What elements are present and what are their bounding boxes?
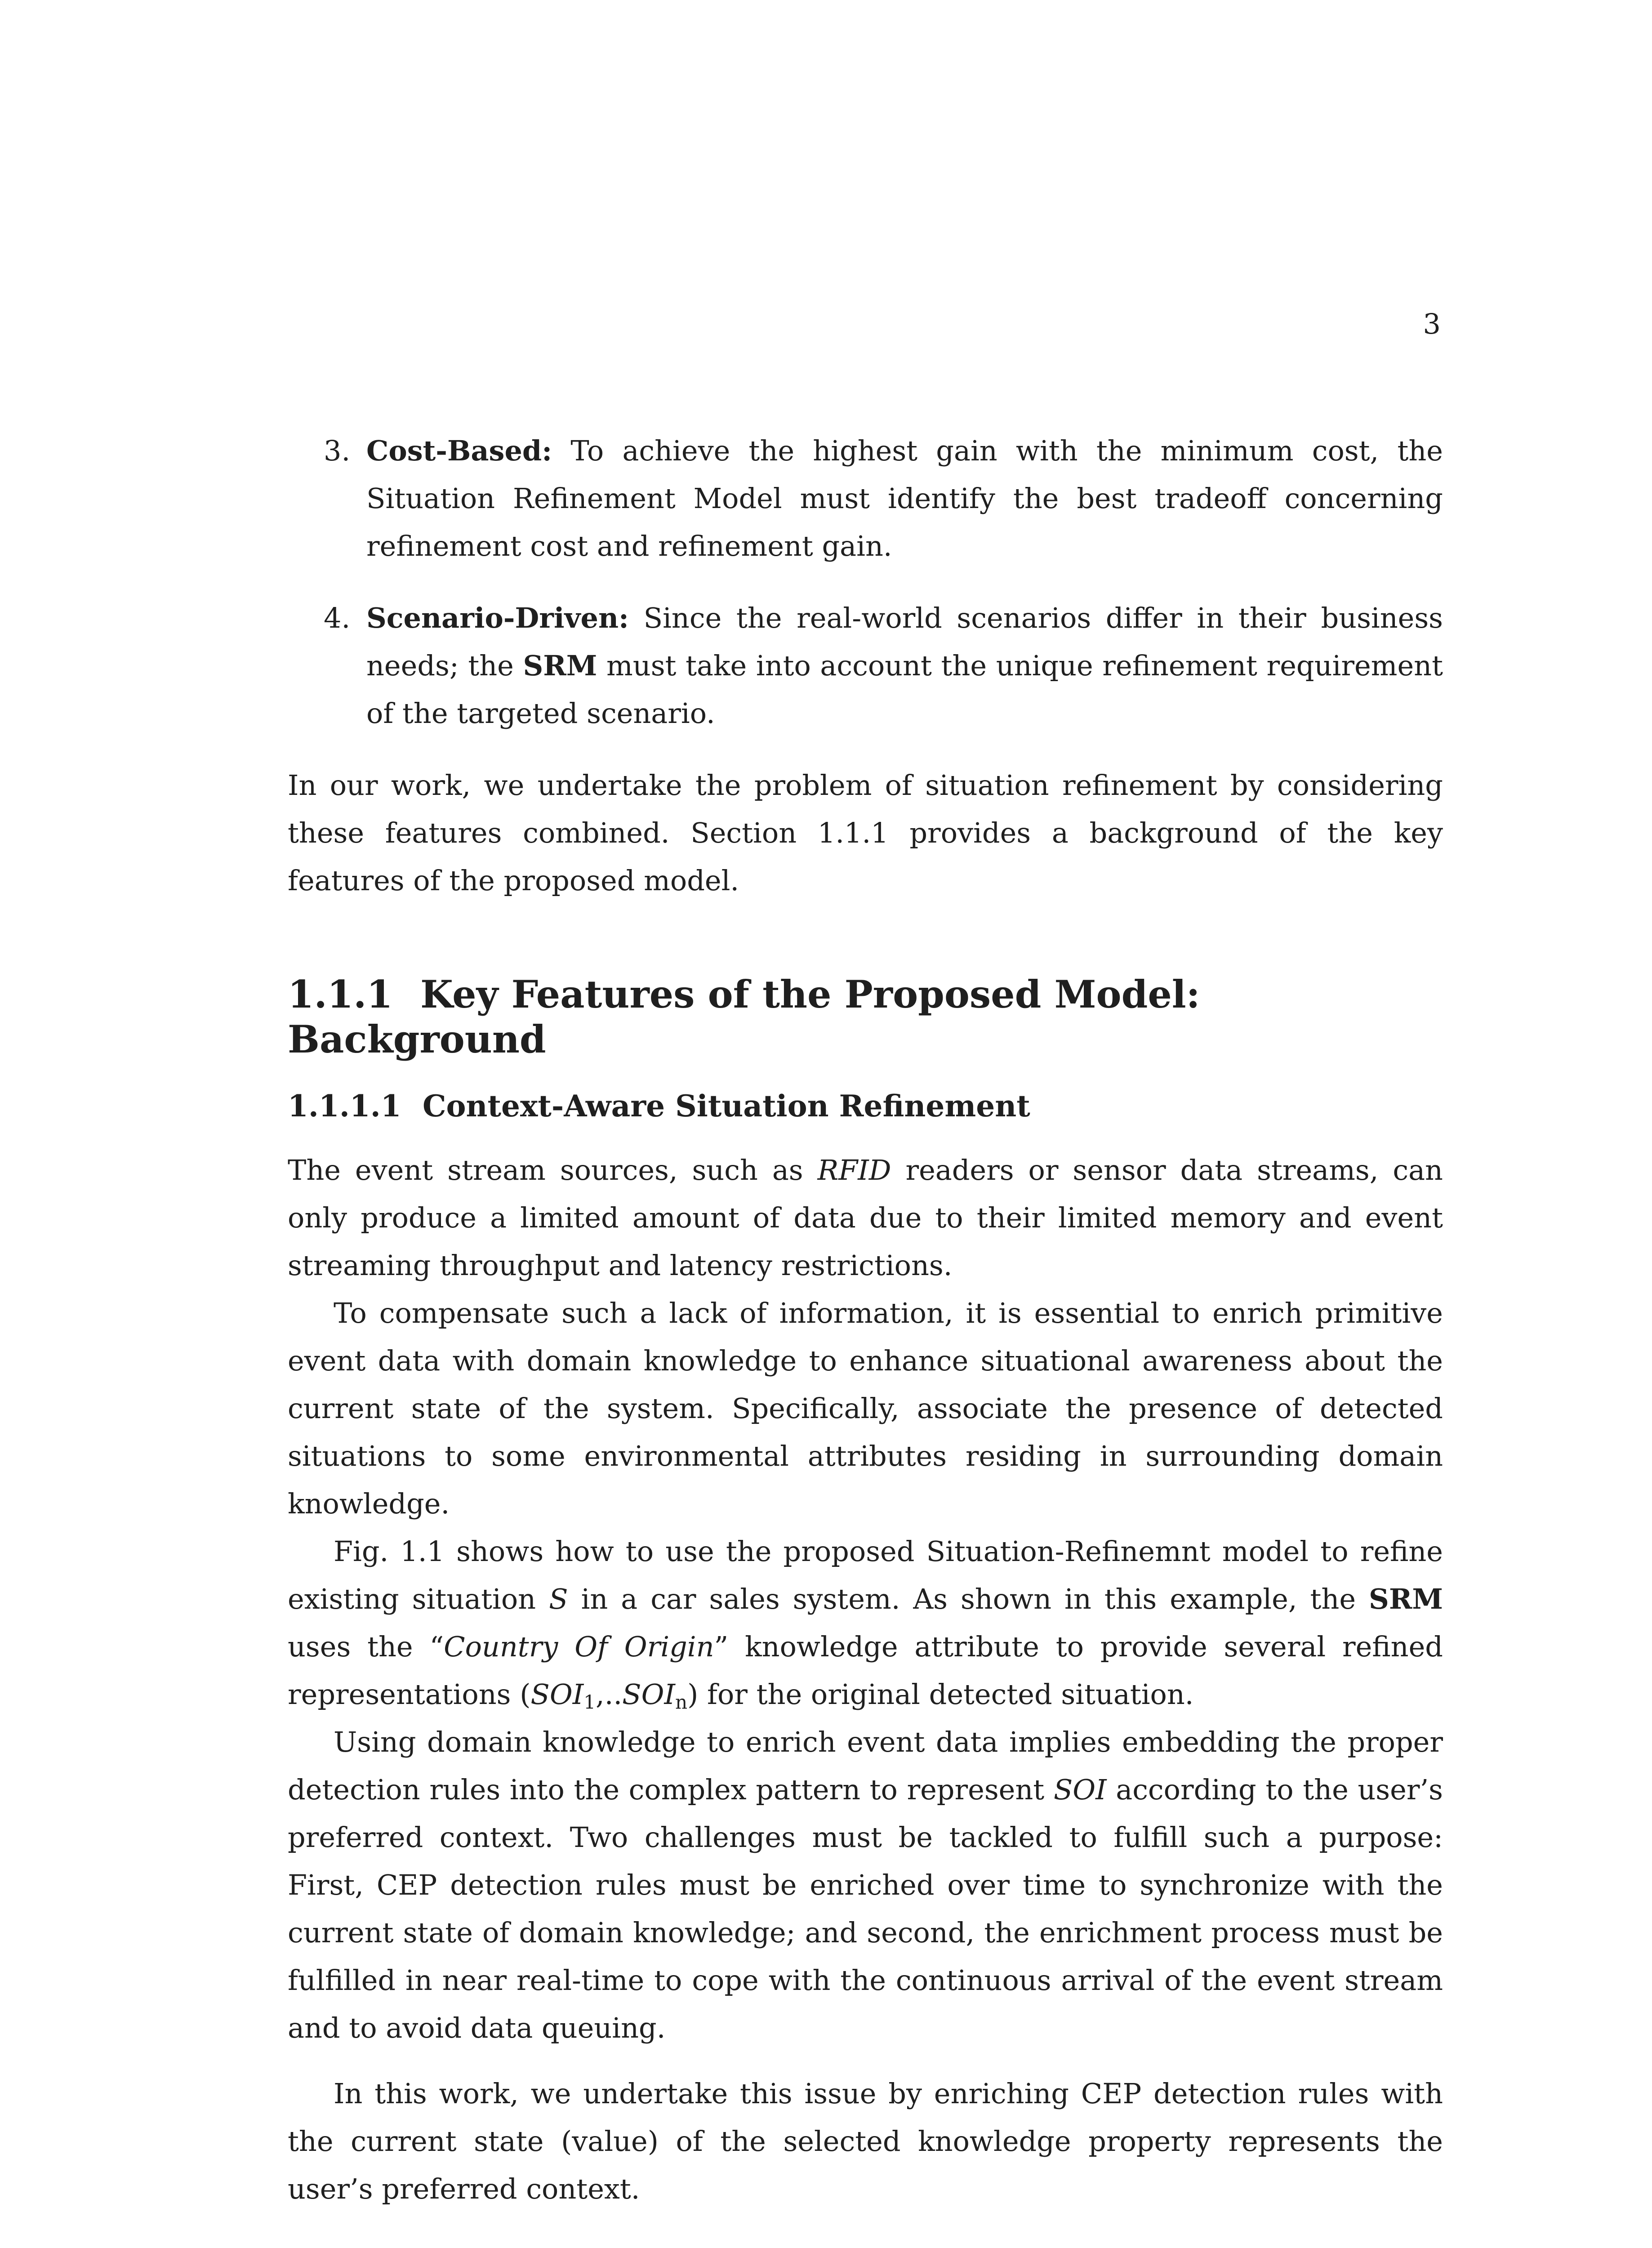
subsection-heading	[288, 1084, 1443, 1128]
intro-paragraph: In our work, we undertake the problem of situation refinement by considering these features combined. Section 1.1.1 provides a background of the key features of the proposed model.	[288, 769, 1443, 897]
section-number: 1.1.1	[288, 972, 393, 1017]
paragraph-5: In this work, we undertake this issue by enriching CEP detection rules with the current state (value) of the selected knowledge property represents the user’s preferred context.	[288, 2077, 1443, 2205]
list-item	[324, 427, 1443, 570]
list-item-text: must take into account the unique refinement requirement of the targeted scenario.	[366, 649, 1443, 730]
rfid-term: RFID	[817, 1154, 891, 1186]
text-run: Fig. 1.1 shows how to use the proposed Situation-Refinemnt model to refine existing situation	[288, 1535, 1443, 1615]
section-heading	[288, 972, 1443, 1062]
text-run: The event stream sources, such as	[288, 1154, 803, 1186]
page-number: 3	[1423, 308, 1441, 340]
list-item-term: Cost-Based:	[366, 434, 552, 467]
quote-mark: “	[429, 1630, 444, 1663]
text-run: Using domain knowledge to enrich event data implies embedding the proper detection rules into the complex pattern to represent	[288, 1726, 1443, 1806]
srm-abbreviation: SRM	[1369, 1583, 1443, 1615]
list-item-term: Scenario-Driven:	[366, 602, 629, 634]
section-title: Key Features of the Proposed Model: Background	[288, 972, 1200, 1062]
math-soi: SOI	[530, 1678, 584, 1711]
list-item	[324, 594, 1443, 737]
text-run: uses the	[288, 1630, 413, 1663]
math-subscript: 1	[583, 1691, 596, 1713]
math-soi: SOI	[622, 1678, 675, 1711]
list-item-text: Since the real-world scenarios differ in their business needs; the	[366, 602, 1443, 682]
paragraph-2: To compensate such a lack of information, it is essential to enrich primitive event data with domain knowledge to enhance situational awareness about the current state of the system. Specifically, associate the presence of detected situations to some environmental attributes residing in surrounding domain knowledge.	[288, 1297, 1443, 1520]
subsection-number: 1.1.1.1	[288, 1088, 401, 1124]
math-soi: SOI	[1053, 1773, 1107, 1806]
paren: )	[687, 1678, 699, 1711]
paragraph-1	[288, 1146, 1443, 1289]
math-dots: ,..	[596, 1678, 623, 1711]
list-item-text: To achieve the highest gain with the minimum cost, the Situation Refinement Model must identify the best tradeoff concerning refinement cost and refinement gain.	[366, 434, 1443, 562]
quote-mark: ”	[714, 1630, 729, 1663]
subsection-title: Context-Aware Situation Refinement	[423, 1088, 1030, 1124]
srm-abbreviation: SRM	[523, 649, 597, 682]
paragraph-3	[288, 1528, 1443, 1718]
text-run: according to the user’s preferred context. Two challenges must be tackled to fulfill such a purpose: First, CEP detection rules must be enriched over time to synchronize with the current state of domain knowledge; and second, the enrichment process must be fulfilled in near real-time to cope with the continuous arrival of the event stream and to avoid data queuing.	[288, 1773, 1443, 2044]
list-item-number: 4.	[324, 602, 351, 634]
paren: (	[520, 1678, 531, 1711]
math-symbol-s: S	[549, 1583, 568, 1615]
text-run: in a car sales system. As shown in this example, the	[581, 1583, 1356, 1615]
math-subscript: n	[675, 1691, 688, 1713]
country-of-origin-term: Country Of Origin	[444, 1630, 714, 1663]
text-run: knowledge attribute to provide several refined representations	[288, 1630, 1443, 1711]
text-run: for the original detected situation.	[707, 1678, 1194, 1711]
page-body	[288, 427, 1443, 2213]
text-run: readers or sensor data streams, can only produce a limited amount of data due to their limited memory and event streaming throughput and latency restrictions.	[288, 1154, 1443, 1282]
paragraph-4	[288, 1718, 1443, 2052]
list-item-number: 3.	[324, 434, 351, 467]
